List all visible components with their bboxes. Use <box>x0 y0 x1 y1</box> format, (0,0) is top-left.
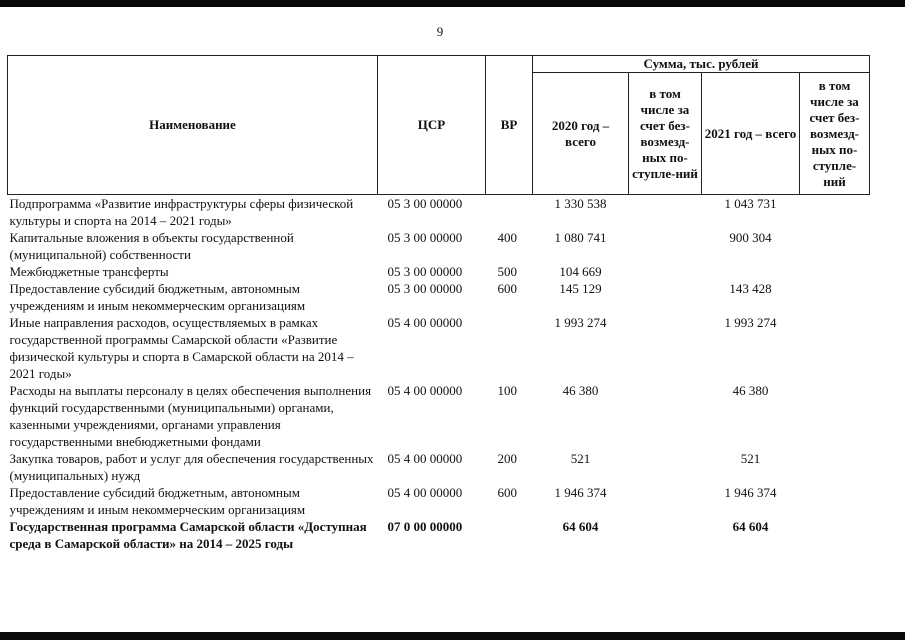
row-name: Расходы на выплаты персоналу в целях обеспечения выполнения функций государственными (муниципальными) органами, казенными учреждениями, органами управления государственными внебюджетными фондами <box>9 383 372 449</box>
row-vr: 200 <box>497 451 517 466</box>
budget-table <box>7 55 870 552</box>
col-header-2020-total: 2020 год – всего <box>533 73 629 195</box>
row-name: Межбюджетные трансферты <box>9 264 169 279</box>
row-2020-total: 145 129 <box>559 281 602 296</box>
row-2020-total: 64 604 <box>562 519 599 534</box>
table-row <box>8 229 870 263</box>
row-2020-free <box>629 229 702 263</box>
table-row <box>8 450 870 484</box>
row-2021-total: 64 604 <box>732 519 769 534</box>
table-row <box>8 195 870 230</box>
row-2021-total: 1 043 731 <box>724 196 777 211</box>
row-vr: 600 <box>497 281 517 296</box>
row-2020-free <box>629 314 702 382</box>
row-2020-total: 104 669 <box>559 264 602 279</box>
row-name: Государственная программа Самарской области «Доступная среда в Самарской области» на 2014 – 2025 годы <box>9 519 367 551</box>
row-name: Иные направления расходов, осуществляемых в рамках государственной программы Самарской области «Развитие физической культуры и спорта в Самарской области на 2014 – 2021 годы» <box>9 315 354 381</box>
col-header-name: Наименование <box>8 56 378 195</box>
row-2021-total: 521 <box>740 451 761 466</box>
col-header-2021-free: в том числе за счет без-возмезд-ных по-ступле-ний <box>800 73 870 195</box>
col-header-2020-free: в том числе за счет без-возмезд-ных по-ступле-ний <box>629 73 702 195</box>
row-name: Предоставление субсидий бюджетным, автономным учреждениям и иным некоммерческим организациям <box>9 485 306 517</box>
row-2021-total: 1 946 374 <box>724 485 777 500</box>
row-2021-total: 1 993 274 <box>724 315 777 330</box>
table-row <box>8 263 870 280</box>
row-2021-free <box>800 450 870 484</box>
row-vr <box>486 314 533 382</box>
row-name: Подпрограмма «Развитие инфраструктуры сферы физической культуры и спорта на 2014 – 2021 годы» <box>9 196 354 228</box>
row-vr: 500 <box>497 264 517 279</box>
row-2021-total: 143 428 <box>729 281 772 296</box>
row-csr: 05 3 00 00000 <box>387 264 463 279</box>
table-header <box>8 56 870 195</box>
row-2020-total: 1 330 538 <box>554 196 607 211</box>
row-csr: 05 4 00 00000 <box>387 315 463 330</box>
row-2021-free <box>800 195 870 230</box>
row-2020-total: 1 080 741 <box>554 230 607 245</box>
row-2020-free <box>629 195 702 230</box>
row-2021-total <box>702 263 800 280</box>
col-header-2021-total: 2021 год – всего <box>702 73 800 195</box>
row-csr: 07 0 00 00000 <box>387 519 463 534</box>
row-vr <box>486 195 533 230</box>
row-csr: 05 4 00 00000 <box>387 485 463 500</box>
top-border-bar <box>0 0 905 7</box>
row-csr: 05 3 00 00000 <box>387 281 463 296</box>
row-name: Капитальные вложения в объекты государственной (муниципальной) собственности <box>9 230 294 262</box>
row-vr <box>486 518 533 552</box>
row-2020-free <box>629 280 702 314</box>
row-vr: 400 <box>497 230 517 245</box>
row-2020-free <box>629 518 702 552</box>
row-2020-total: 1 993 274 <box>554 315 607 330</box>
col-header-csr: ЦСР <box>378 56 486 195</box>
col-header-vr: ВР <box>486 56 533 195</box>
bottom-border-bar <box>0 632 905 640</box>
table-row <box>8 280 870 314</box>
row-2021-free <box>800 484 870 518</box>
row-2020-free <box>629 450 702 484</box>
row-2020-free <box>629 263 702 280</box>
row-2020-total: 1 946 374 <box>554 485 607 500</box>
row-vr: 100 <box>497 383 517 398</box>
table-row <box>8 314 870 382</box>
row-csr: 05 4 00 00000 <box>387 383 463 398</box>
row-2021-total: 46 380 <box>732 383 769 398</box>
row-2020-total: 46 380 <box>562 383 599 398</box>
table-row <box>8 518 870 552</box>
row-2020-free <box>629 484 702 518</box>
row-2020-free <box>629 382 702 450</box>
row-csr: 05 3 00 00000 <box>387 196 463 211</box>
row-2021-free <box>800 314 870 382</box>
row-2021-free <box>800 518 870 552</box>
row-csr: 05 3 00 00000 <box>387 230 463 245</box>
row-vr: 600 <box>497 485 517 500</box>
row-name: Закупка товаров, работ и услуг для обеспечения государственных (муниципальных) нужд <box>9 451 374 483</box>
page-number: 9 <box>436 24 444 39</box>
row-csr: 05 4 00 00000 <box>387 451 463 466</box>
row-2021-total: 900 304 <box>729 230 772 245</box>
col-header-sum-group: Сумма, тыс. рублей <box>533 56 870 73</box>
table-row <box>8 484 870 518</box>
row-name: Предоставление субсидий бюджетным, автономным учреждениям и иным некоммерческим организациям <box>9 281 306 313</box>
row-2021-free <box>800 280 870 314</box>
row-2020-total: 521 <box>570 451 591 466</box>
row-2021-free <box>800 263 870 280</box>
table-row <box>8 382 870 450</box>
table-body <box>8 195 870 553</box>
row-2021-free <box>800 382 870 450</box>
row-2021-free <box>800 229 870 263</box>
